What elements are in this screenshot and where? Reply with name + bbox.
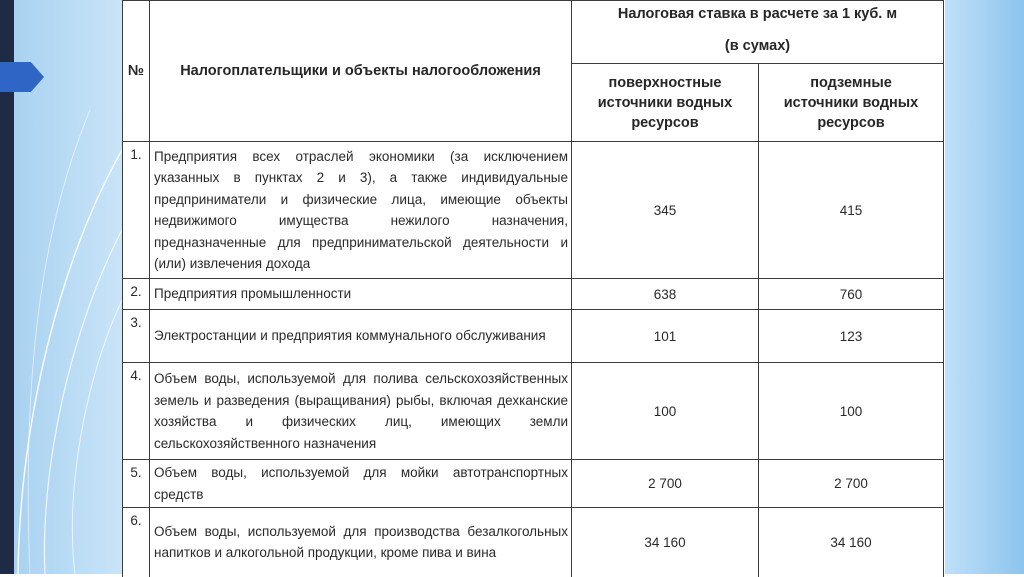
table-row [123,142,944,279]
slide-right-strip [945,0,1024,574]
header-tax-rate-unit: (в сумах) [724,38,791,54]
row-description: Предприятия промышленности [150,279,572,310]
row-surface-rate: 345 [572,142,759,279]
tax-rate-table [122,0,944,577]
row-number: 1. [123,142,150,279]
header-row [123,1,944,64]
row-surface-rate: 34 160 [572,508,759,577]
row-number: 4. [123,363,150,460]
row-number: 3. [123,310,150,363]
row-description: Объем воды, используемой для полива сельскохозяйственных земель и разведения (выращивания) рыбы, включая дехканские хозяйства и физических лиц, имеющих земли сельскохозяйственного назначения [150,363,572,460]
row-underground-rate: 123 [759,310,944,363]
row-surface-rate: 100 [572,363,759,460]
table-row [123,310,944,363]
header-number: № [123,1,150,142]
row-underground-rate: 34 160 [759,508,944,577]
header-tax-rate [572,1,944,64]
table-row [123,363,944,460]
table-row [123,460,944,508]
table-row [123,279,944,310]
row-description: Объем воды, используемой для мойки автотранспортных средств [150,460,572,508]
row-number: 5. [123,460,150,508]
row-surface-rate: 101 [572,310,759,363]
header-underground-sources: подземные источники водных ресурсов [759,64,944,142]
row-description: Предприятия всех отраслей экономики (за исключением указанных в пунктах 2 и 3), а также индивидуальные предприниматели и физические лица, имеющие объекты недвижимого имущества нежилого назначения, предназначенные для предпринимательской деятельности и (или) извлечения дохода [150,142,572,279]
row-underground-rate: 100 [759,363,944,460]
row-description: Объем воды, используемой для производства безалкогольных напитков и алкогольной продукции, кроме пива и вина [150,508,572,577]
header-surface-sources: поверхностные источники водных ресурсов [572,64,759,142]
row-underground-rate: 415 [759,142,944,279]
tax-rate-sheet [122,0,945,574]
row-description: Электростанции и предприятия коммунального обслуживания [150,310,572,363]
row-underground-rate: 760 [759,279,944,310]
row-number: 2. [123,279,150,310]
row-underground-rate: 2 700 [759,460,944,508]
row-number: 6. [123,508,150,577]
row-surface-rate: 2 700 [572,460,759,508]
header-taxpayers: Налогоплательщики и объекты налогообложения [150,1,572,142]
table-row [123,508,944,577]
row-surface-rate: 638 [572,279,759,310]
header-tax-rate-title: Налоговая ставка в расчете за 1 куб. м [617,6,898,22]
